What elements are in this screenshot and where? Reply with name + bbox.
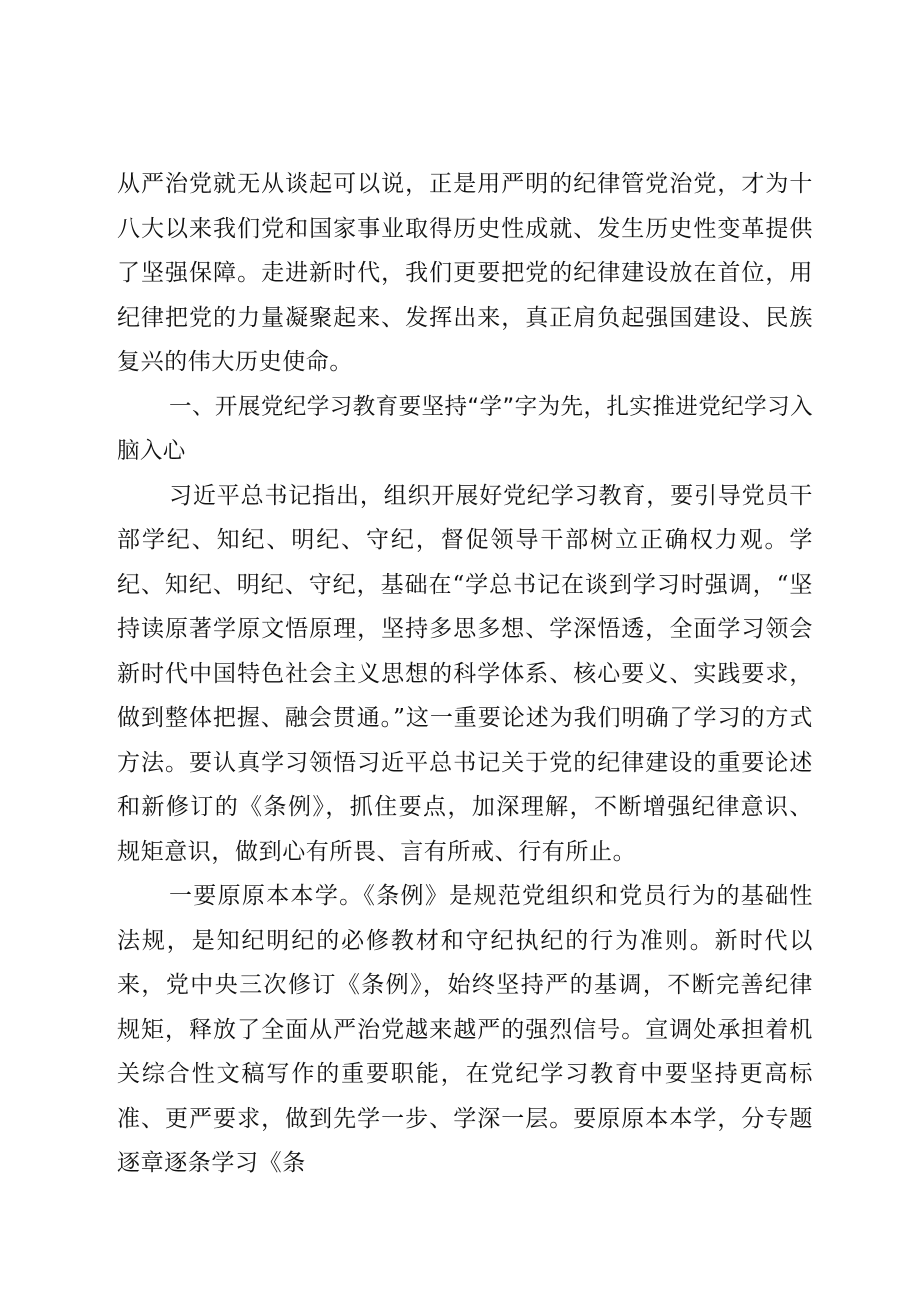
paragraph-body: 一要原原本本学。《条例》是规范党组织和党员行为的基础性法规，是知纪明纪的必修教材和守纪执纪的行为准则。新时代以来，党中央三次修订《条例》，始终坚持严的基调，不断完善纪律规矩，释放了全面从严治党越来越严的强烈信号。宣调处承担着机关综合性文稿写作的重要职能，在党纪学习教育中要坚持更高标准、更严要求，做到先学一步、学深一层。要原原本本学，分专题逐章逐条学习《条 (117, 883, 813, 1176)
document-body (117, 162, 813, 1186)
paragraph-body: 习近平总书记指出，组织开展好党纪学习教育，要引导党员干部学纪、知纪、明纪、守纪，督促领导干部树立正确权力观。学纪、知纪、明纪、守纪，基础在“学总书记在谈到学习时强调，“坚持读原著学原文悟原理，坚持多思多想、学深悟透，全面学习领会新时代中国特色社会主义思想的科学体系、核心要义、实践要求，做到整体把握、融会贯通。”这一重要论述为我们明确了学习的方式方法。要认真学习领悟习近平总书记关于党的纪律建设的重要论述和新修订的《条例》，抓住要点，加深理解，不断增强纪律意识、规矩意识，做到心有所畏、言有所戒、行有所止。 (117, 482, 813, 865)
section-heading: 一、开展党纪学习教育要坚持“学”字为先，扎实推进党纪学习入脑入心 (117, 393, 813, 464)
paragraph-continuation: 从严治党就无从谈起可以说，正是用严明的纪律管党治党，才为十八大以来我们党和国家事业取得历史性成就、发生历史性变革提供了坚强保障。走进新时代，我们更要把党的纪律建设放在首位，用纪律把党的力量凝聚起来、发挥出来，真正肩负起强国建设、民族复兴的伟大历史使命。 (117, 171, 813, 375)
